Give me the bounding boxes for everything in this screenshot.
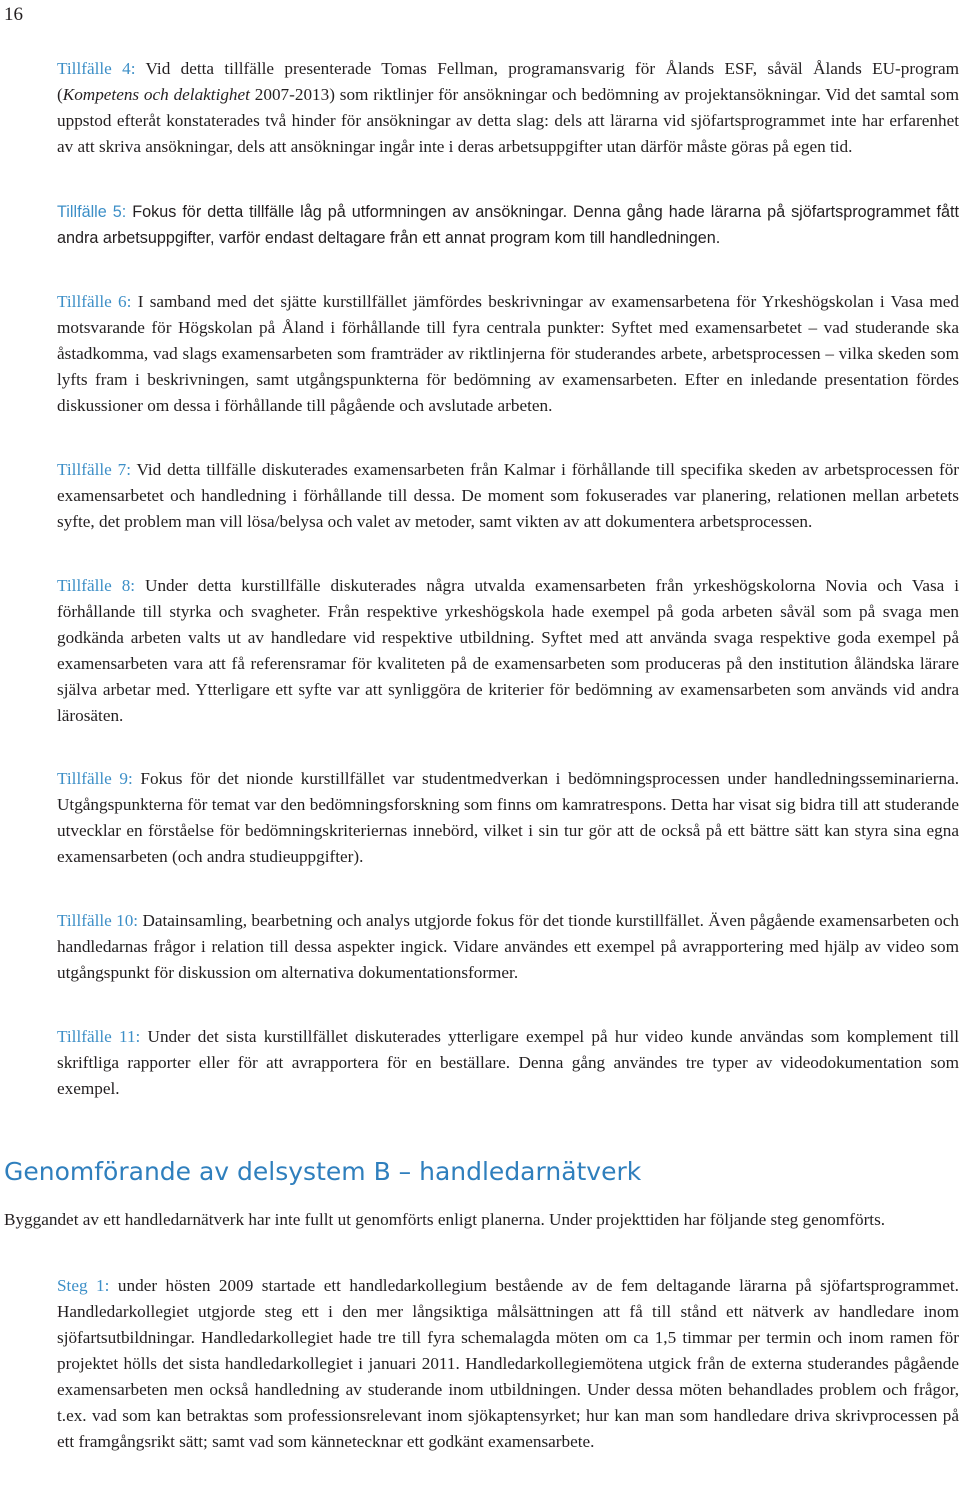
section-intro: Byggandet av ett handledarnätverk har inte fullt ut genomförts enligt planerna. Under projekttiden har följande steg genomförts. [4, 1210, 886, 1229]
paragraph-label: Tillfälle 6: [57, 292, 132, 311]
paragraph-label: Tillfälle 8: [57, 576, 136, 595]
paragraph-text: Under detta kurstillfälle diskuterades några utvalda examensarbeten från yrkeshögskolorna Novia och Vasa i förhållande till styrka och svagheter. Från respektive yrkeshögskola hade exempel på goda arbeten såväl som på svaga men godkända arbeten valts ut av handledare vid respektive utbildning. Syftet med att använda svaga respektive goda exempel på examensarbeten vara att få referensramar för kvaliteten på de examensarbeten som produceras på den institution åländska lärare själva arbetar med. Ytterligare ett syfte var att synliggöra de kriterier för bedömning av examensarbeten som används vid andra lärosäten. [57, 576, 959, 725]
paragraph-text: Vid detta tillfälle diskuterades examensarbeten från Kalmar i förhållande till specifika skeden av arbetsprocessen för examensarbetet och handledning i förhållande till dessa. De moment som fokuserades var planering, relationen mellan arbetets syfte, det problem man vill lösa/belysa och valet av metoder, samt vikten av att dokumentera arbetsprocessen. [57, 460, 960, 531]
paragraph-label: Tillfälle 11: [57, 1027, 141, 1046]
paragraph-tillfalle-9 [57, 766, 959, 870]
paragraph-tillfalle-10 [57, 908, 959, 986]
paragraph-text: Datainsamling, bearbetning och analys utgjorde fokus för det tionde kurstillfället. Även pågående examensarbeten och handledarnas frågor i relation till dessa aspekter ingick. Vidare användes ett exempel på avrapportering med hjälp av video som utgångspunkt för diskussion om alternativa dokumentationsformer. [57, 911, 959, 982]
paragraph-tillfalle-11 [57, 1024, 959, 1102]
paragraph-tillfalle-6 [57, 289, 959, 419]
paragraph-label: Tillfälle 7: [57, 460, 131, 479]
page-number: 16 [4, 4, 23, 25]
paragraph-label: Tillfälle 5: [57, 203, 127, 221]
paragraph-italic-text: Kompetens och delaktighet [62, 85, 250, 104]
paragraph-label: Steg 1: [57, 1276, 110, 1295]
paragraph-tillfalle-7 [57, 457, 959, 535]
paragraph-tillfalle-5 [57, 199, 959, 251]
paragraph-text: I samband med det sjätte kurstillfället jämfördes beskrivningar av examensarbetena för Yrkeshögskolan i Vasa med motsvarande för Högskolan på Åland i förhållande till fyra centrala punkter: Syftet med examensarbetet – vad studerande ska åstadkomma, vad slags examensarbeten som framträder av riktlinjerna för studerandes arbete, arbetsprocessen – vilka skeden som lyfts fram i beskrivningen, samt utgångspunkterna för bedömning av examensarbeten. Efter en inledande presentation fördes diskussioner om dessa i förhållande till pågående och avslutade arbeten. [57, 292, 959, 415]
paragraph-text-continued: 2007-2013) som riktlinjer för ansökningar och bedömning av projektansökningar. Vid det samtal som uppstod efteråt konstaterades två hinder för ansökningar av detta slag: dels att lärarna vid sjöfartsprogrammet inte har erfarenhet av att skriva ansökningar, dels att ansökningar ingår inte i deras arbetsuppgifter utan därför måste göras på egen tid. [57, 85, 959, 156]
paragraph-label: Tillfälle 9: [57, 769, 133, 788]
paragraph-steg-1 [57, 1273, 959, 1455]
paragraph-tillfalle-8 [57, 573, 959, 729]
paragraph-text: Under det sista kurstillfället diskuterades ytterligare exempel på hur video kunde användas som komplement till skriftliga rapporter eller för att avrapportera för en beställare. Denna gång användes tre typer av videodokumentation som exempel. [57, 1027, 959, 1098]
paragraph-text: Fokus för det nionde kurstillfället var studentmedverkan i bedömningsprocessen under handledningsseminarierna. Utgångspunkterna för temat var den bedömningsforskning som finns om kamratrespons. Detta har visat sig bidra till att studerande utvecklar en förståelse för bedömningskriteriernas innebörd, vilket i sin tur gör att de också på ett bättre sätt kan styra sina egna examensarbeten (och andra studieuppgifter). [57, 769, 959, 866]
paragraph-label: Tillfälle 10: [57, 911, 139, 930]
paragraph-label: Tillfälle 4: [57, 59, 136, 78]
paragraph-text: under hösten 2009 startade ett handledarkollegium bestående av de fem deltagande lärarna på sjöfartsprogrammet. Handledarkollegiet utgjorde steg ett i den mer långsiktiga målsättningen att få till stånd ett nätverk av handledare inom sjöfartsutbildningar. Handledarkollegiet hade tre till fyra schemalagda möten om ca 1,5 timmar per termin och inom ramen för projektet hölls det sista handledarkollegiet i januari 2011. Handledarkollegiemötena utgick från de externa studerandes pågående examensarbeten men också handledning av studerande inom utbildningen. Under dessa möten behandlades problem och frågor, t.ex. vad som kan betraktas som professionsrelevant inom sjökaptensyrket; hur kan man som handledare driva skrivprocessen på ett framgångsrikt sätt; samt vad som kännetecknar ett godkänt examensarbete. [57, 1276, 959, 1451]
section-heading: Genomförande av delsystem B – handledarnätverk [4, 1157, 642, 1186]
paragraph-text: Vid detta tillfälle presenterade Tomas Fellman, programansvarig för Ålands ESF, såväl Ålands EU-program ( [57, 59, 959, 104]
paragraph-tillfalle-4 [57, 56, 959, 160]
paragraph-text: Fokus för detta tillfälle låg på utformningen av ansökningar. Denna gång hade lärarna på sjöfartsprogrammet fått andra arbetsuppgifter, varför endast deltagare från ett annat program kom till handledningen. [57, 203, 959, 247]
